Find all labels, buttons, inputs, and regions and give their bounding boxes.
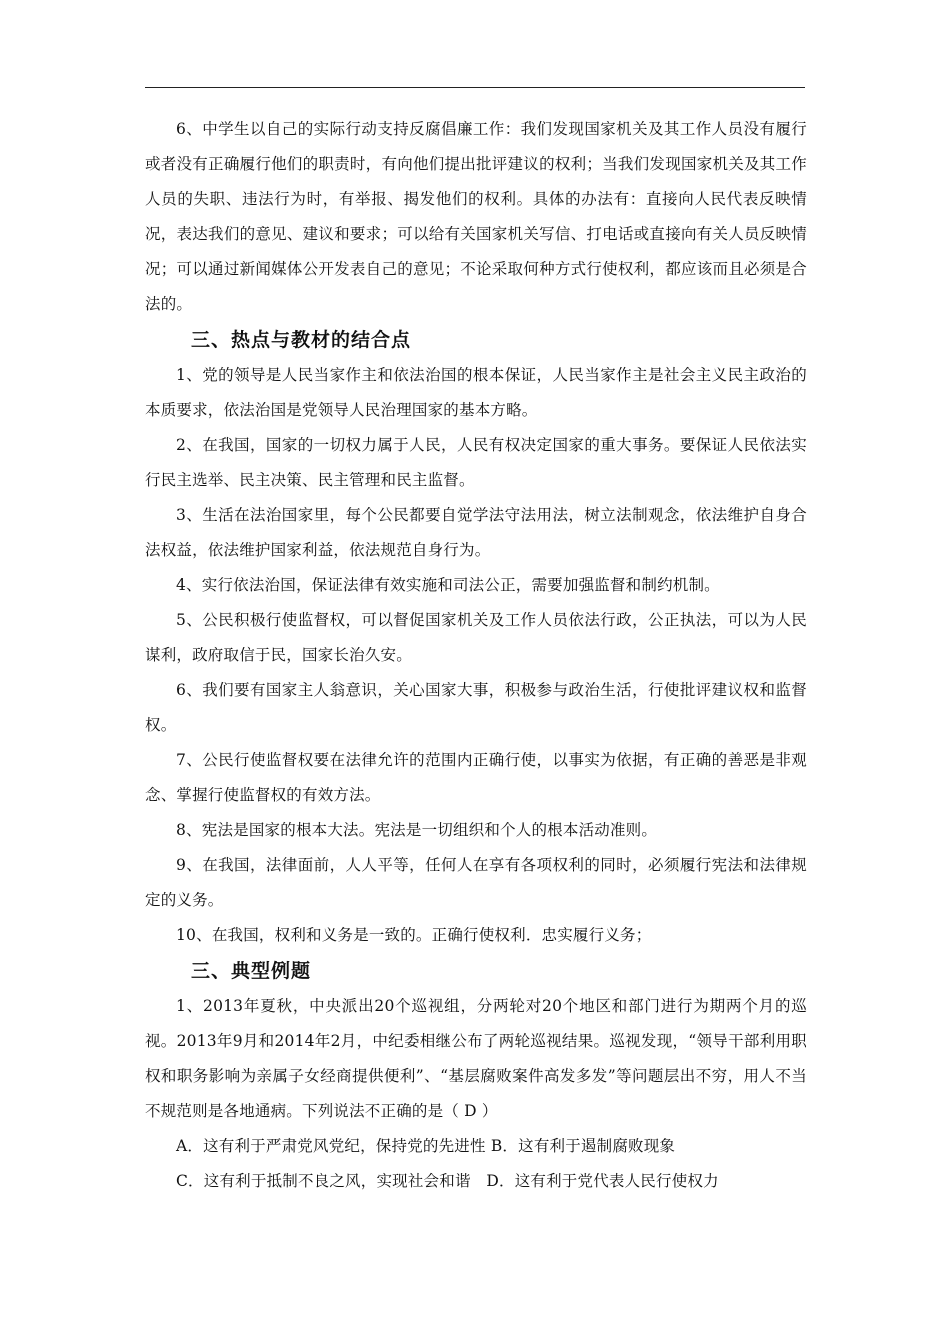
answer-options-cd: C．这有利于抵制不良之风，实现社会和谐 D．这有利于党代表人民行使权力 (176, 1172, 719, 1190)
header-rule (145, 87, 805, 88)
list-item: 7、公民行使监督权要在法律允许的范围内正确行使，以事实为依据，有正确的善恶是非观念、掌握行使监督权的有效方法。 (145, 751, 807, 804)
example-question: 1、2013年夏秋，中央派出20个巡视组，分两轮对20个地区和部门进行为期两个月的巡视。2013年9月和2014年2月，中纪委相继公布了两轮巡视结果。巡视发现，“领导干部利用职权和职务影响为亲属子女经商提供便利”、“基层腐败案件高发多发”等问题层出不穷，用人不当不规范则是各地通病。下列说法不正确的是（ D ） (145, 997, 807, 1120)
list-item: 10、在我国，权利和义务是一致的。正确行使权利．忠实履行义务； (176, 926, 652, 944)
list-item: 9、在我国，法律面前，人人平等，任何人在享有各项权利的同时，必须履行宪法和法律规定的义务。 (145, 856, 807, 909)
list-item: 5、公民积极行使监督权，可以督促国家机关及工作人员依法行政，公正执法，可以为人民谋利，政府取信于民，国家长治久安。 (145, 611, 807, 664)
list-item: 2、在我国，国家的一切权力属于人民，人民有权决定国家的重大事务。要保证人民依法实行民主选举、民主决策、民主管理和民主监督。 (145, 436, 807, 489)
paragraph-6: 6、中学生以自己的实际行动支持反腐倡廉工作：我们发现国家机关及其工作人员没有履行或者没有正确履行他们的职责时，有向他们提出批评建议的权利；当我们发现国家机关及其工作人员的失职、违法行为时，有举报、揭发他们的权利。具体的办法有：直接向人民代表反映情况，表达我们的意见、建议和要求；可以给有关国家机关写信、打电话或直接向有关人员反映情况；可以通过新闻媒体公开发表自己的意见；不论采取何种方式行使权利，都应该而且必须是合法的。 (145, 120, 807, 313)
list-item: 4、实行依法治国，保证法律有效实施和司法公正，需要加强监督和制约机制。 (176, 576, 720, 594)
list-item: 8、宪法是国家的根本大法。宪法是一切组织和个人的根本活动准则。 (176, 821, 658, 839)
section-heading-hotspots: 三、热点与教材的结合点 (191, 329, 412, 351)
answer-options-ab: A．这有利于严肃党风党纪，保持党的先进性 B．这有利于遏制腐败现象 (176, 1137, 676, 1155)
list-item: 3、生活在法治国家里，每个公民都要自觉学法守法用法，树立法制观念，依法维护自身合法权益，依法维护国家利益，依法规范自身行为。 (145, 506, 807, 559)
document-body (145, 112, 807, 1199)
list-item: 6、我们要有国家主人翁意识，关心国家大事，积极参与政治生活，行使批评建议权和监督权。 (145, 681, 807, 734)
section-heading-examples: 三、典型例题 (191, 960, 312, 982)
list-item: 1、党的领导是人民当家作主和依法治国的根本保证，人民当家作主是社会主义民主政治的本质要求，依法治国是党领导人民治理国家的基本方略。 (145, 366, 807, 419)
